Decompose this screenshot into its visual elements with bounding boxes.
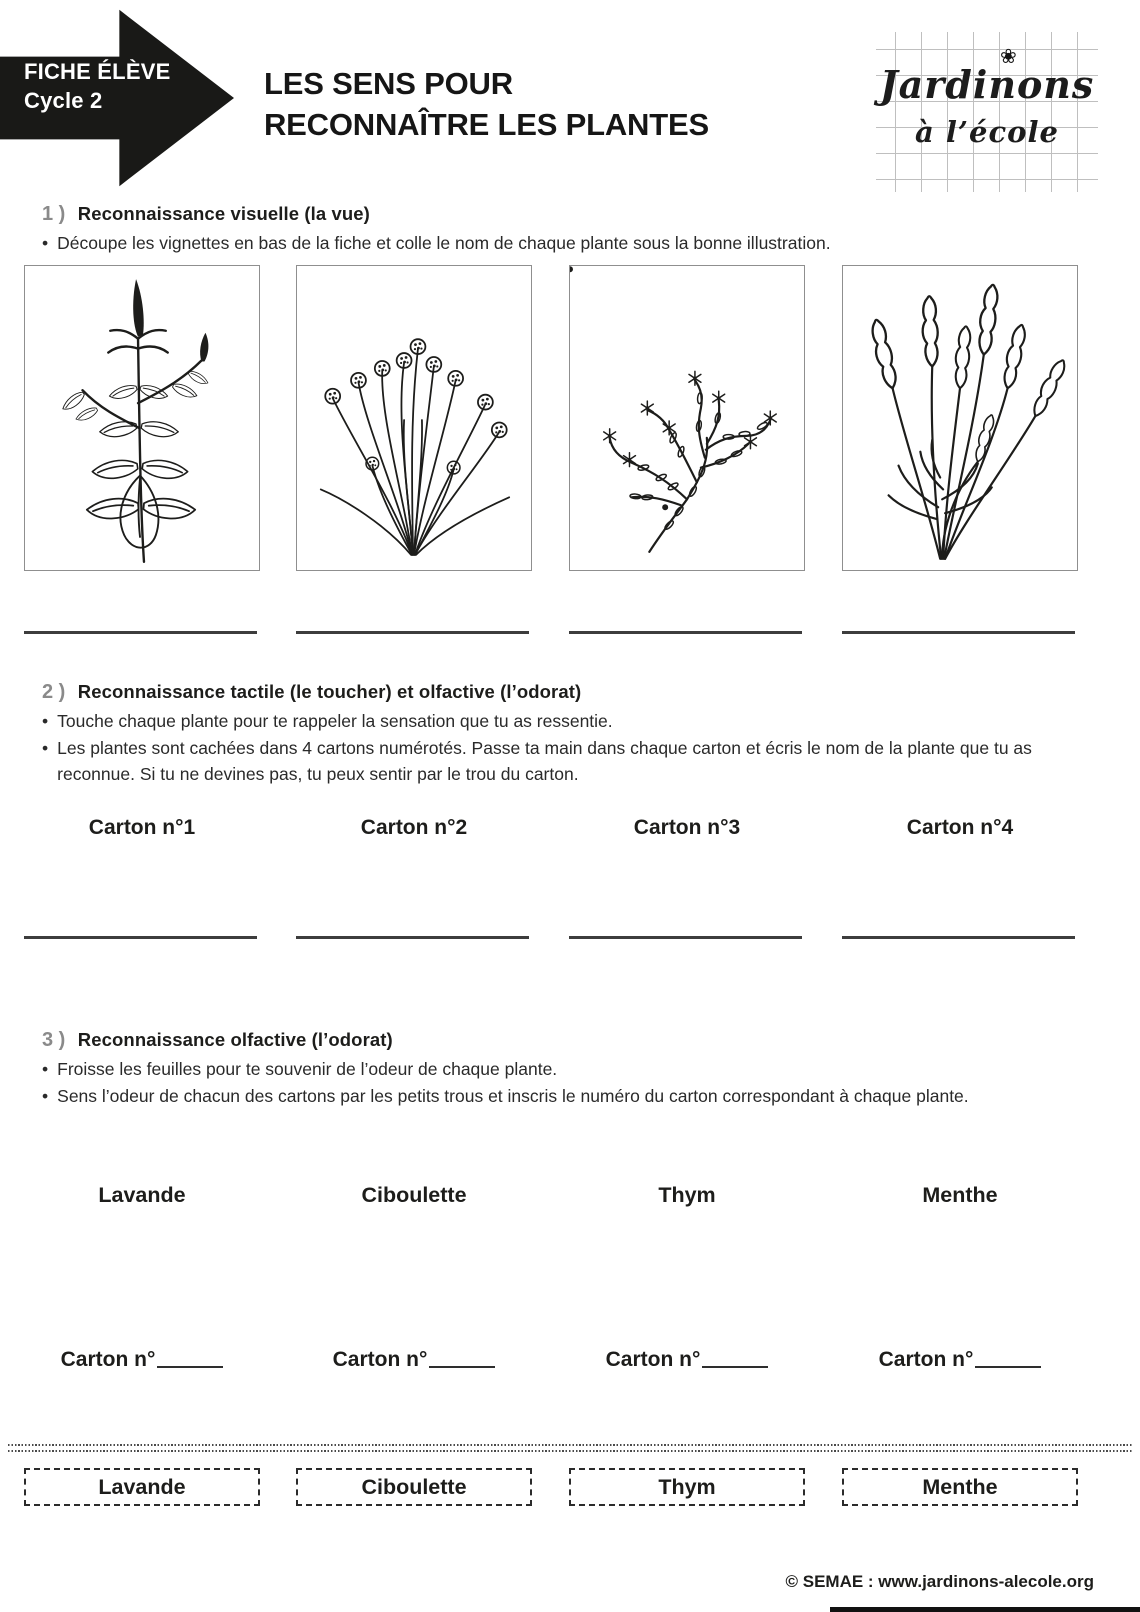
section-olfactive-heading-row (42, 1029, 1082, 1052)
carton-blank-label: Carton n° (332, 1348, 428, 1371)
answer-line (842, 936, 1075, 939)
answer-line (569, 936, 802, 939)
section-olfactive-heading: Reconnaissance olfactive (l’odorat) (77, 1029, 393, 1050)
carton-label-1: Carton n°1 (88, 816, 196, 839)
plant-box-lavender (842, 265, 1078, 571)
cut-line (8, 1444, 1132, 1452)
section-tactile-heading: Reconnaissance tactile (le toucher) et olfactive (l’odorat) (77, 681, 582, 702)
cutout-label-thym: Thym (569, 1468, 805, 1506)
cutout-label-ciboulette: Ciboulette (296, 1468, 532, 1506)
section-olfactive-bullet-2 (42, 1084, 1082, 1110)
dotted-rule (8, 1444, 1132, 1446)
carton-blank-label: Carton n° (605, 1348, 701, 1371)
cutout-label-menthe: Menthe (842, 1468, 1078, 1506)
section-visual-bullet-1 (42, 231, 1082, 257)
carton-number-field-1 (24, 1346, 260, 1372)
badge-text (24, 58, 170, 115)
section-olfactive-number: 3 ) (42, 1029, 66, 1051)
blank-line (702, 1348, 768, 1368)
chives-illustration (297, 266, 531, 570)
bullet-icon: • (42, 233, 49, 253)
mint-illustration (25, 266, 259, 570)
page-title (264, 64, 709, 146)
bullet-icon: • (42, 711, 49, 731)
answer-line (24, 631, 257, 634)
plant-name-lavande: Lavande (98, 1183, 186, 1207)
carton-number-field-4 (842, 1346, 1078, 1372)
plant-box-mint (24, 265, 260, 571)
blank-line (975, 1348, 1041, 1368)
section-tactile-bullet-2 (42, 736, 1082, 788)
section-visual-number: 1 ) (42, 203, 66, 225)
thyme-illustration (570, 266, 804, 570)
blank-line (157, 1348, 223, 1368)
answer-line (842, 631, 1075, 634)
plant-box-chives (296, 265, 532, 571)
section-visual (42, 203, 1082, 257)
answer-line (296, 631, 529, 634)
lavender-illustration (843, 266, 1077, 570)
title-line1: LES SENS POUR (264, 66, 513, 101)
dotted-rule (8, 1450, 1132, 1452)
cutout-label-lavande: Lavande (24, 1468, 260, 1506)
plant-name-thym: Thym (658, 1183, 716, 1207)
logo-line1: Jardinons (879, 62, 1095, 107)
section-tactile-heading-row (42, 681, 1082, 704)
carton-blank-label: Carton n° (878, 1348, 974, 1371)
answer-line (296, 936, 529, 939)
title-line2: RECONNAÎTRE LES PLANTES (264, 106, 709, 142)
bullet-text: Froisse les feuilles pour te souvenir de l’odeur de chaque plante. (57, 1059, 558, 1079)
bullet-icon: • (42, 737, 49, 758)
badge-line2: Cycle 2 (24, 87, 103, 113)
section-olfactive (42, 1029, 1082, 1110)
jardinons-a-lecole-logo (876, 32, 1098, 192)
bullet-text: Les plantes sont cachées dans 4 cartons numérotés. Passe ta main dans chaque carton et écris le nom de la plante que tu as reconnue. Si tu ne devines pas, tu peux sentir par le trou du carton. (57, 737, 1032, 784)
answer-line (569, 631, 802, 634)
carton-label-2: Carton n°2 (360, 816, 468, 839)
carton-number-field-3 (569, 1346, 805, 1372)
plant-box-thyme (569, 265, 805, 571)
section-visual-heading: Reconnaissance visuelle (la vue) (77, 203, 370, 224)
badge-line1: FICHE ÉLÈVE (24, 59, 171, 84)
carton-label-4: Carton n°4 (906, 816, 1014, 839)
plant-name-menthe: Menthe (922, 1183, 998, 1207)
answer-line (24, 936, 257, 939)
section-visual-heading-row (42, 203, 1082, 226)
page-edge-mark (830, 1607, 1140, 1612)
section-tactile (42, 681, 1082, 788)
plant-name-ciboulette: Ciboulette (361, 1183, 467, 1207)
flower-icon: ❀ (1000, 44, 1017, 68)
copyright-credit: © SEMAE : www.jardinons-alecole.org (785, 1572, 1094, 1591)
blank-line (429, 1348, 495, 1368)
bullet-icon: • (42, 1085, 49, 1106)
section-tactile-bullet-1 (42, 709, 1082, 735)
bullet-text: Découpe les vignettes en bas de la fiche et colle le nom de chaque plante sous la bonne illustration. (57, 233, 831, 253)
bullet-icon: • (42, 1059, 49, 1079)
section-tactile-number: 2 ) (42, 681, 66, 703)
carton-blank-label: Carton n° (60, 1348, 156, 1371)
section-olfactive-bullet-1 (42, 1057, 1082, 1083)
bullet-text: Sens l’odeur de chacun des cartons par les petits trous et inscris le numéro du carton correspondant à chaque plante. (57, 1085, 969, 1106)
carton-number-field-2 (296, 1346, 532, 1372)
carton-label-3: Carton n°3 (633, 816, 741, 839)
logo-line2: à l’école (915, 115, 1059, 149)
bullet-text: Touche chaque plante pour te rappeler la sensation que tu as ressentie. (57, 711, 613, 731)
